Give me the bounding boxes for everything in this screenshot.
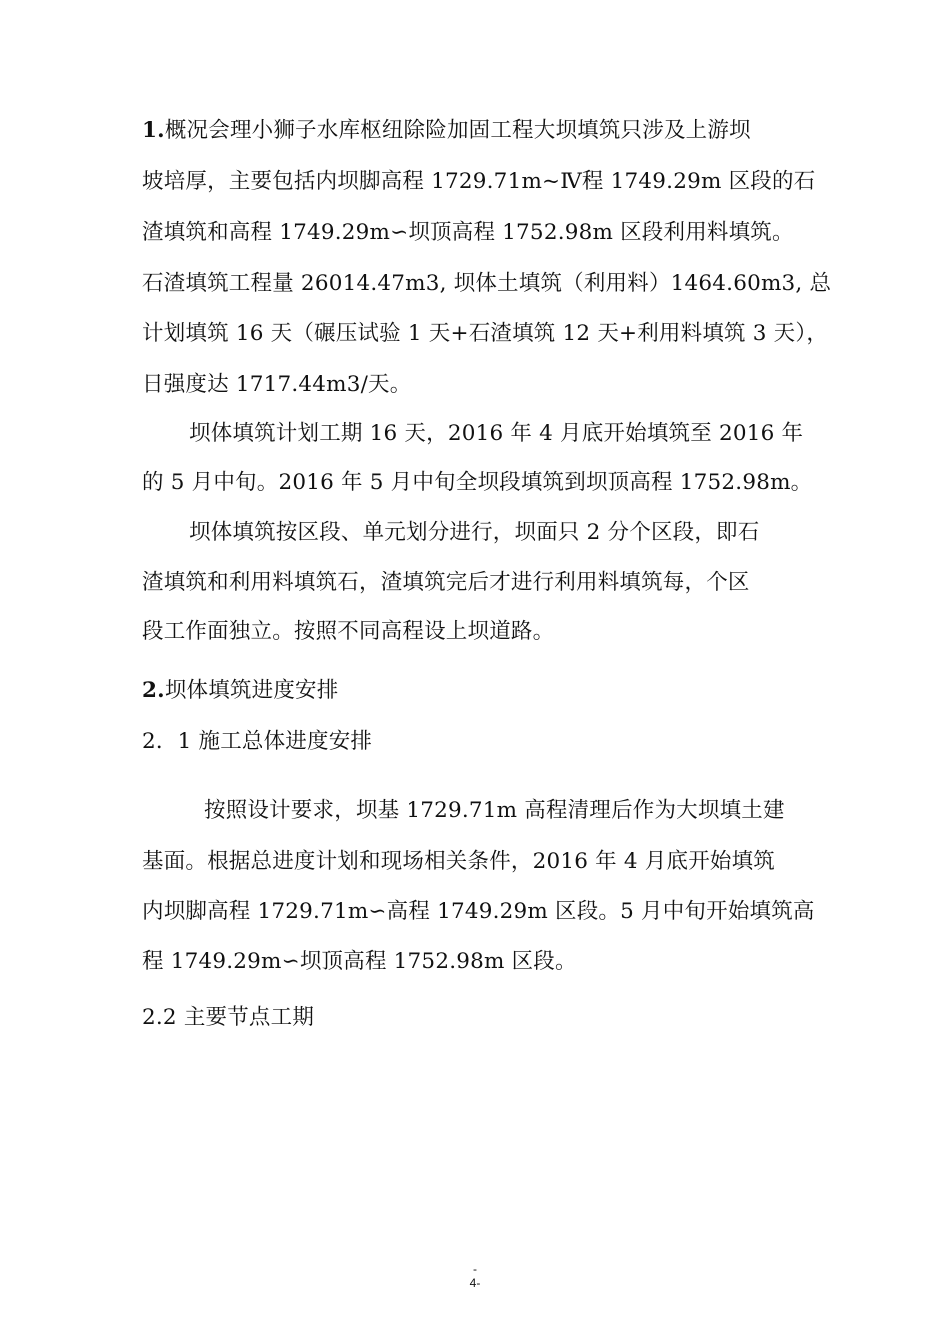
section1-line-2: 坡培厚，主要包括内坝脚高程 1729.71m~Ⅳ程 1749.29m 区段的石 bbox=[142, 169, 816, 194]
section2-title: 坝体填筑进度安排 bbox=[164, 678, 339, 703]
subsection-2-2-heading: 2.2 主要节点工期 bbox=[142, 1005, 315, 1030]
para2-line-2: 的 5 月中旬。2016 年 5 月中旬全坝段填筑到坝顶高程 1752.98m。 bbox=[142, 470, 813, 495]
section1-text-1: 概况会理小狮子水库枢纽除险加固工程大坝填筑只涉及上游坝 bbox=[164, 118, 751, 143]
sub1-line-2: 基面。根据总进度计划和现场相关条件，2016 年 4 月底开始填筑 bbox=[142, 849, 776, 874]
section1-line-6: 日强度达 1717.44m3/天。 bbox=[142, 372, 412, 397]
page-number: 4- bbox=[469, 1276, 481, 1290]
footer-dash: - bbox=[473, 1262, 477, 1276]
sub1-line-3: 内坝脚高程 1729.71m∽高程 1749.29m 区段。5 月中旬开始填筑高 bbox=[142, 899, 815, 924]
subsection-2-1-heading: 2．1 施工总体进度安排 bbox=[142, 729, 373, 754]
section1-line-3: 渣填筑和高程 1749.29m∽坝顶高程 1752.98m 区段利用料填筑。 bbox=[142, 220, 794, 245]
para2-line-1: 坝体填筑计划工期 16 天，2016 年 4 月底开始填筑至 2016 年 bbox=[189, 421, 804, 446]
sub1-line-4: 程 1749.29m∽坝顶高程 1752.98m 区段。 bbox=[142, 949, 577, 974]
section2-heading bbox=[142, 676, 338, 706]
para3-line-2: 渣填筑和利用料填筑石，渣填筑完后才进行利用料填筑每，个区 bbox=[142, 570, 750, 595]
para3-line-3: 段工作面独立。按照不同高程设上坝道路。 bbox=[142, 619, 555, 644]
section1-line-4: 石渣填筑工程量 26014.47m3, 坝体土填筑（利用料）1464.60m3, 总 bbox=[142, 271, 832, 296]
section2-number: 2. bbox=[142, 678, 165, 703]
section1-line-5: 计划填筑 16 天（碾压试验 1 天+石渣填筑 12 天+利用料填筑 3 天）， bbox=[142, 321, 829, 346]
sub1-line-1: 按照设计要求，坝基 1729.71m 高程清理后作为大坝填土建 bbox=[204, 798, 785, 823]
section1-number: 1. bbox=[142, 118, 165, 143]
para3-line-1: 坝体填筑按区段、单元划分进行，坝面只 2 分个区段，即石 bbox=[189, 520, 760, 545]
section1-line-1 bbox=[142, 116, 751, 146]
